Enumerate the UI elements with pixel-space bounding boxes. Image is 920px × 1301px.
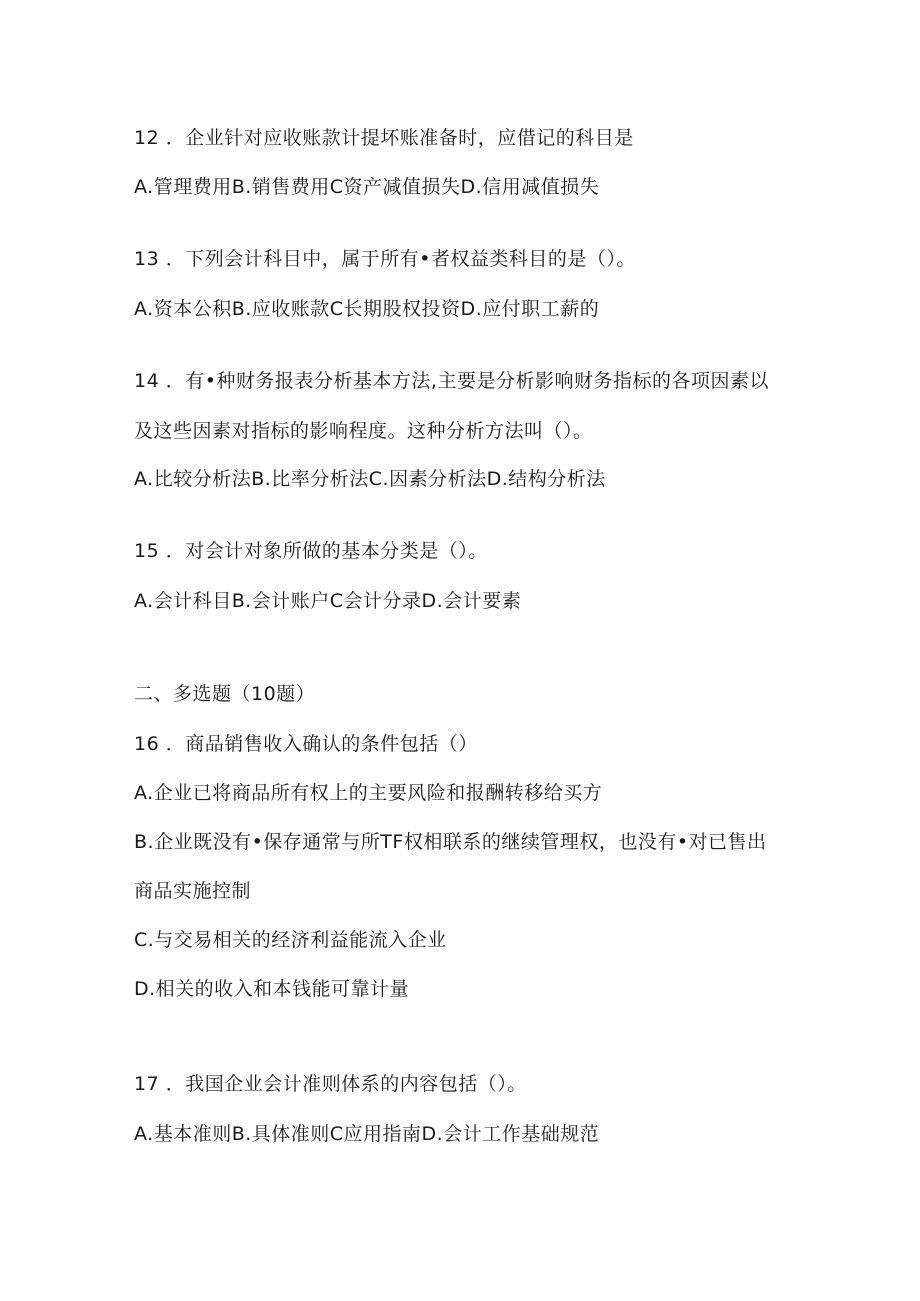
section-heading: 二、多选题（10题） [134, 683, 316, 705]
question-13-stem: 13 ．下列会计科目中，属于所有•者权益类科目的是（）。 [134, 248, 636, 270]
question-14-options: A.比较分析法B.比率分析法C.因素分析法D.结构分析法 [134, 468, 606, 490]
question-16-option-c: C.与交易相关的经济利益能流入企业 [134, 929, 447, 951]
question-12-options: A.管理费用B.销售费用C资产减值损失D.信用减值损失 [134, 176, 600, 198]
question-16-option-a: A.企业已将商品所有权上的主要风险和报酬转移给买方 [134, 782, 603, 804]
question-13-options: A.资本公积B.应收账款C长期股权投资D.应付职工薪的 [134, 298, 600, 320]
question-14-stem-line-1: 14 ．有•种财务报表分析基本方法,主要是分析影响财务指标的各项因素以 [134, 370, 769, 392]
question-14-stem-line-2: 及这些因素对指标的影响程度。这种分析方法叫（）。 [134, 420, 593, 442]
question-16-stem: 16 ．商品销售收入确认的条件包括（） [134, 733, 478, 755]
question-15-stem: 15 ．对会计对象所做的基本分类是（）。 [134, 540, 488, 562]
question-16-option-b-line-2: 商品实施控制 [134, 880, 252, 902]
question-12-stem: 12 ．企业针对应收账款计提坏账准备时，应借记的科目是 [134, 127, 634, 149]
question-16-option-b-line-1: B.企业既没有•保存通常与所TF权相联系的继续管理权，也没有•对已售出 [134, 831, 767, 853]
question-17-options: A.基本准则B.具体准则C应用指南D.会计工作基础规范 [134, 1123, 600, 1145]
question-15-options: A.会计科目B.会计账户C会计分录D.会计要素 [134, 590, 522, 612]
question-17-stem: 17 ．我国企业会计准则体系的内容包括（）。 [134, 1073, 527, 1095]
question-16-option-d: D.相关的收入和本钱能可靠计量 [134, 978, 410, 1000]
